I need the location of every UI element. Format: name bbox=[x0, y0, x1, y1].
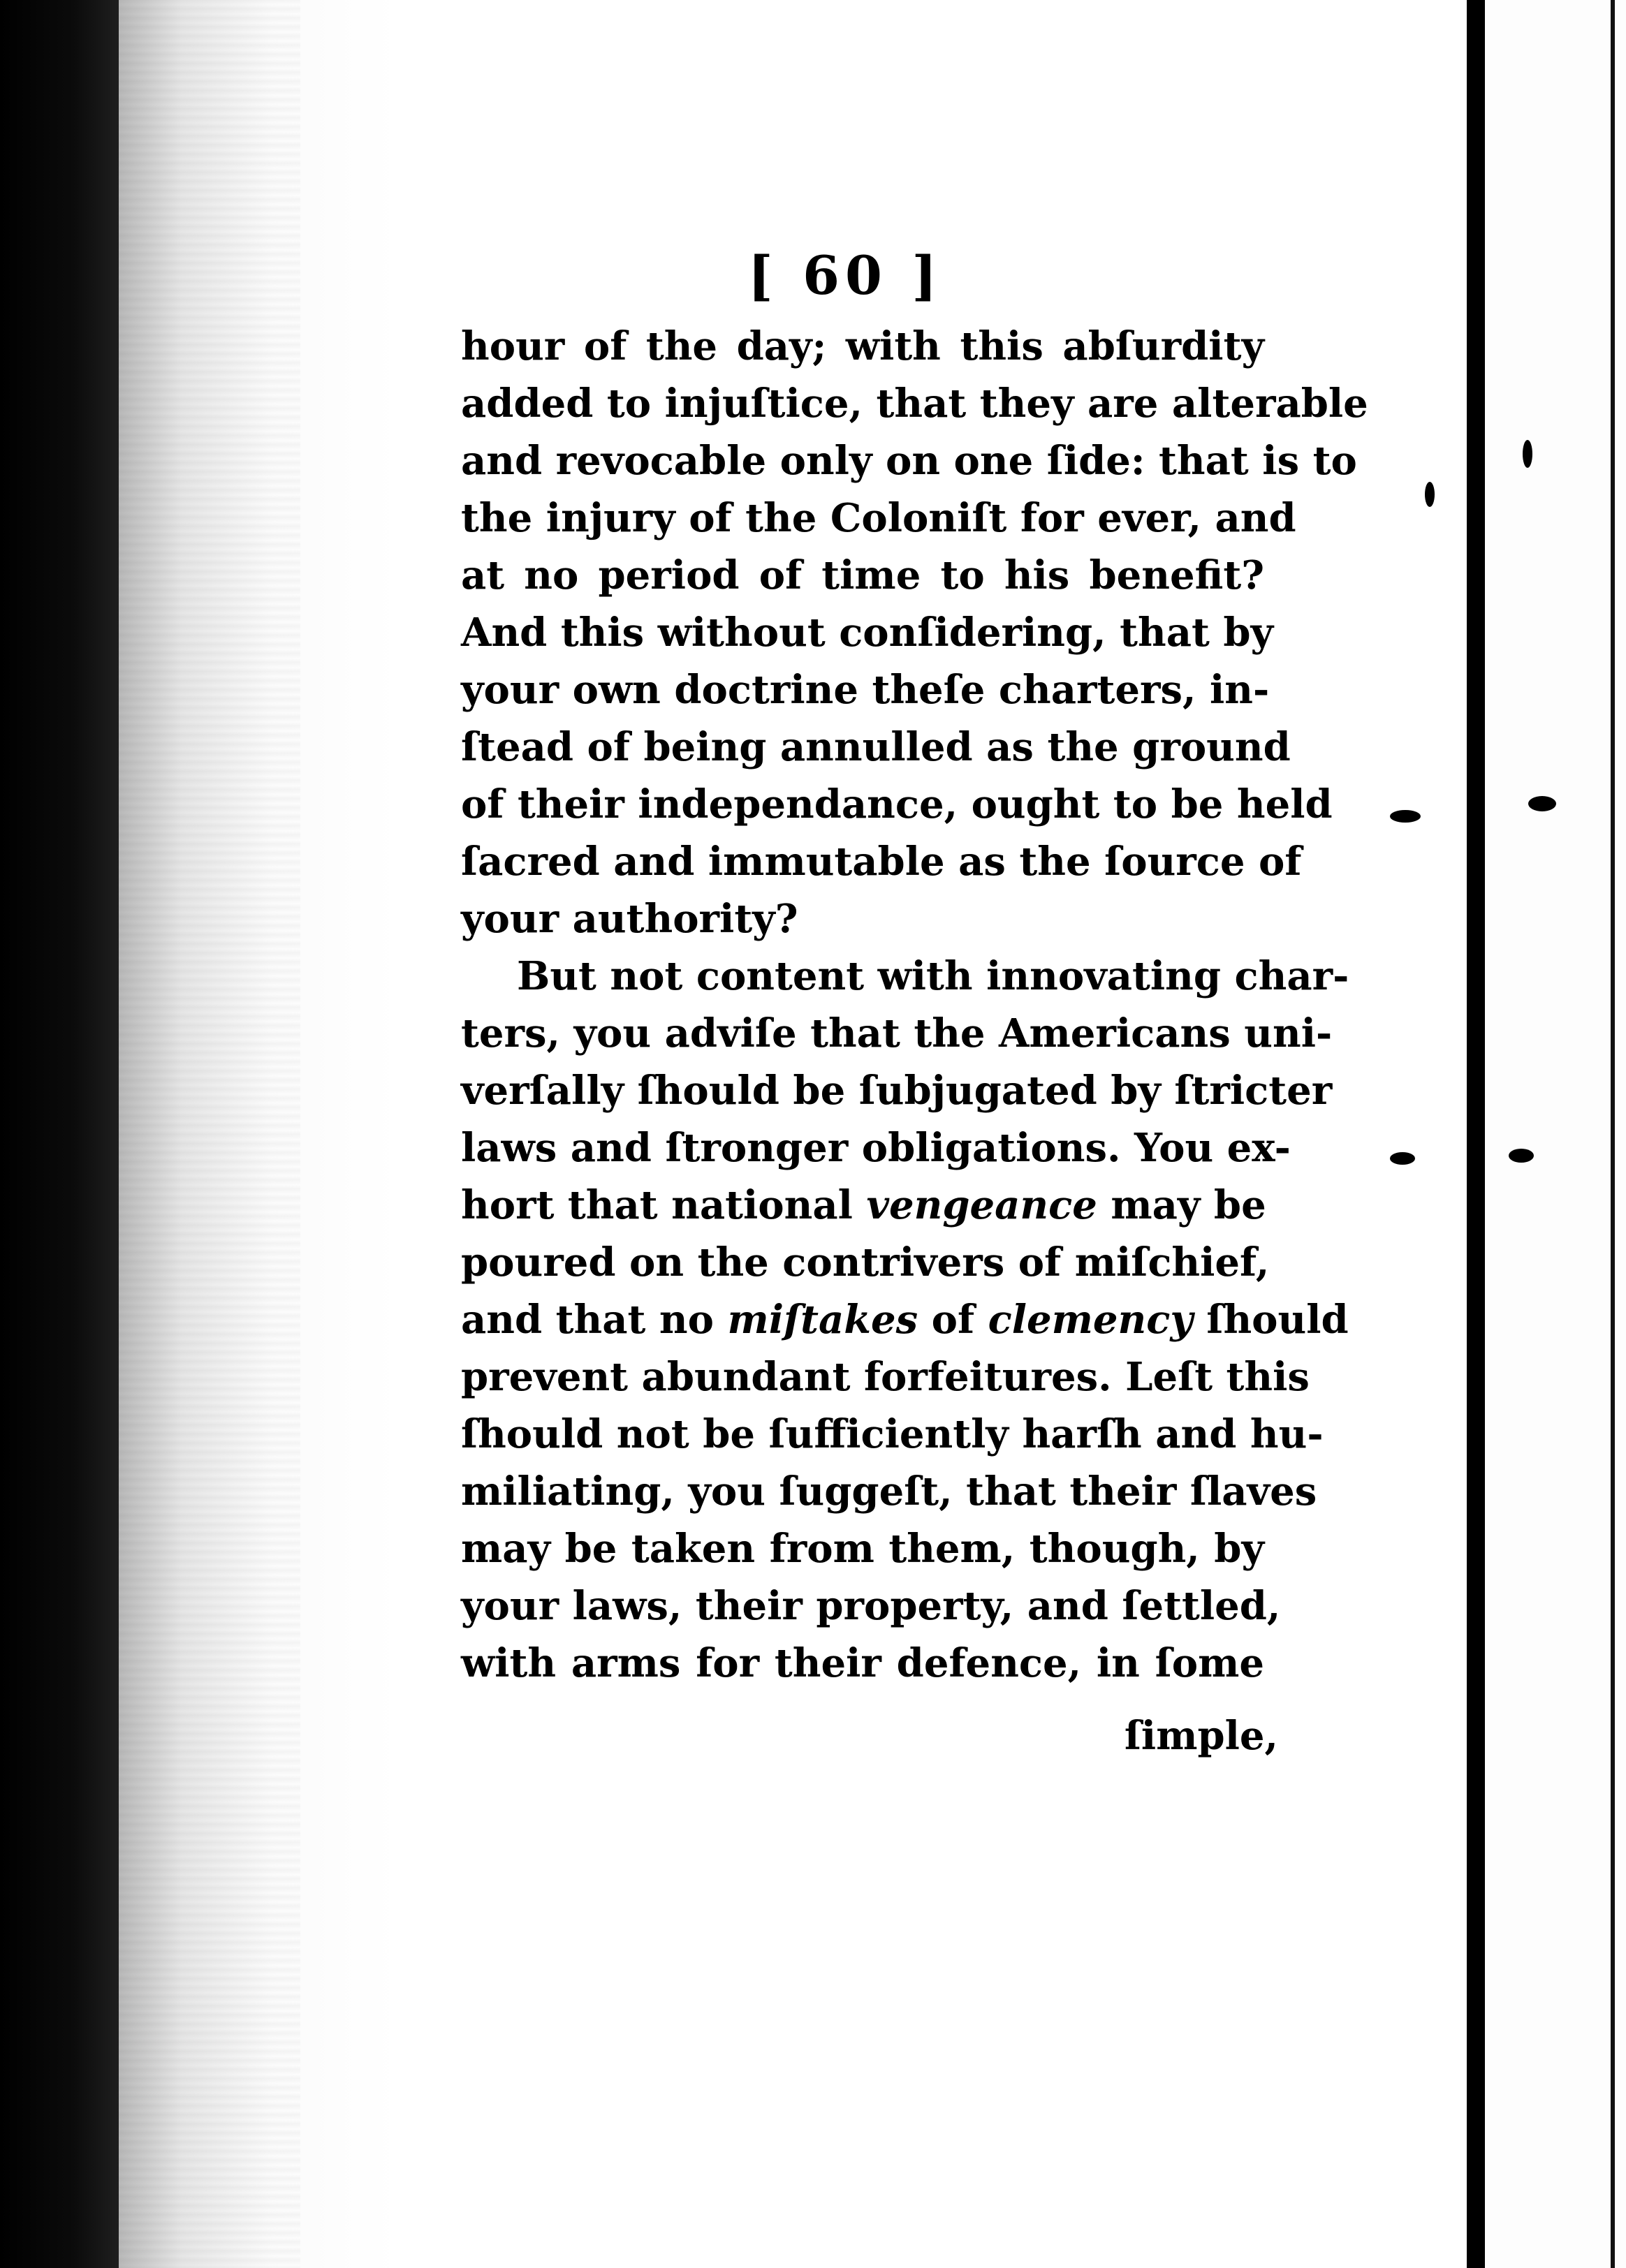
text-line: your authority? bbox=[461, 896, 798, 942]
italic-word: miſtakes bbox=[727, 1297, 918, 1343]
text-line: ſacred and immutable as the ſource of bbox=[461, 839, 1302, 885]
text-line: at no period of time to his benefit? bbox=[461, 552, 1264, 598]
text-line: poured on the contrivers of miſchief, bbox=[461, 1239, 1270, 1286]
ink-speck bbox=[1528, 796, 1556, 811]
text-line: may be taken from them, though, by bbox=[461, 1526, 1264, 1572]
adjacent-sheet-edge bbox=[1611, 0, 1615, 2268]
ink-speck bbox=[1523, 440, 1532, 468]
text-line: prevent abundant forfeitures. Leſt this bbox=[461, 1354, 1310, 1400]
text-line: with arms for their defence, in ſome bbox=[461, 1640, 1264, 1686]
right-page-edge-rule bbox=[1467, 0, 1485, 2268]
text-line: and revocable only on one ſide: that is to bbox=[461, 438, 1357, 484]
body-text bbox=[461, 318, 1368, 1692]
text-line: added to injuſtice, that they are alterable bbox=[461, 381, 1368, 427]
text-run: may be bbox=[1097, 1182, 1266, 1228]
text-line: your own doctrine theſe charters, in- bbox=[461, 667, 1270, 713]
ink-speck bbox=[1390, 810, 1421, 823]
text-line: ſtead of being annulled as the ground bbox=[461, 724, 1291, 770]
text-run: and that no bbox=[461, 1297, 728, 1343]
ink-speck bbox=[1509, 1149, 1534, 1163]
text-line: And this without conſidering, that by bbox=[461, 610, 1274, 656]
text-line: of their independance, ought to be held bbox=[461, 781, 1333, 827]
text-run: hort that national bbox=[461, 1182, 867, 1228]
italic-word: clemency bbox=[988, 1297, 1193, 1343]
text-line: ters, you adviſe that the Americans uni- bbox=[461, 1010, 1333, 1056]
text-line bbox=[461, 1177, 1264, 1234]
ink-speck bbox=[1390, 1152, 1415, 1165]
text-line bbox=[461, 1291, 1349, 1348]
text-run: ſhould bbox=[1192, 1297, 1349, 1343]
text-line: verſally ſhould be ſubjugated by ſtricter bbox=[461, 1068, 1333, 1114]
text-line: But not content with innovating char- bbox=[517, 953, 1349, 999]
ink-speck bbox=[1425, 482, 1435, 507]
catchword: ſimple, bbox=[1124, 1713, 1278, 1759]
text-line: miliating, you ſuggeſt, that their ſlaves bbox=[461, 1468, 1317, 1515]
italic-word: vengeance bbox=[866, 1182, 1097, 1228]
adjacent-sheet bbox=[1485, 0, 1626, 2268]
text-run: of bbox=[918, 1297, 988, 1343]
page-number: [ 60 ] bbox=[747, 244, 943, 307]
text-line: the injury of the Coloniſt for ever, and bbox=[461, 495, 1296, 541]
text-line: hour of the day; with this abſurdity bbox=[461, 323, 1264, 369]
paper-texture bbox=[119, 0, 300, 2268]
text-line: laws and ſtronger obligations. You ex- bbox=[461, 1125, 1291, 1171]
text-line: ſhould not be ſufficiently harſh and hu- bbox=[461, 1411, 1324, 1457]
text-line: your laws, their property, and ſettled, bbox=[461, 1583, 1281, 1629]
